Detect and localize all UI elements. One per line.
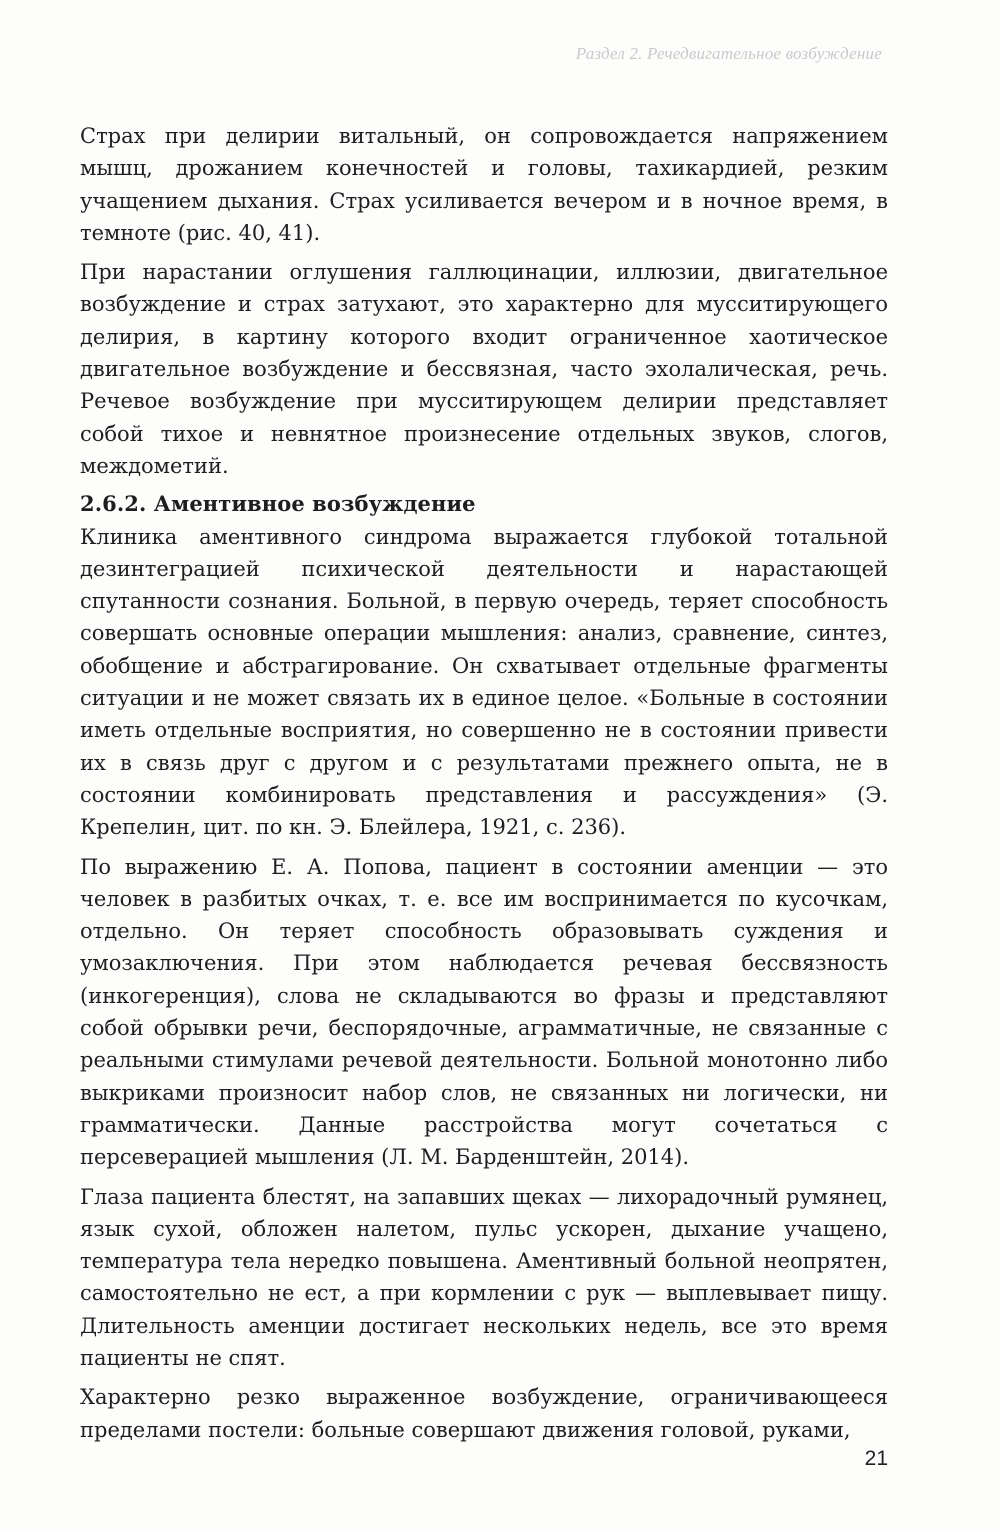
- page-number: 21: [864, 1447, 888, 1470]
- running-header: Раздел 2. Речедвигательное возбуждение: [575, 44, 882, 63]
- paragraph-amentia-clinic: Клиника аментивного синдрома выражается глубокой тотальной дезинтеграцией психической деятельности и нарастающей спутанности сознания. Больной, в первую очередь, теряет способность совершать основные операции мышления: анализ, сравнение, синтез, обобщение и абстрагирование. Он схватывает отдельные фрагменты ситуации и не может связать их в единое целое. «Больные в состоянии иметь отдельные восприятия, но совершенно не в состоянии привести их в связь друг с другом и с результатами прежнего опыта, не в состоянии комбинировать представления и рассуждения» (Э. Крепелин, цит. по кн. Э. Блейлера, 1921, с. 236).: [80, 524, 888, 840]
- paragraph-fear-delirium: Страх при делирии витальный, он сопровождается напряжением мышц, дрожанием конечностей и головы, тахикардией, резким учащением дыхания. Страх усиливается вечером и в ночное время, в темноте (рис. 40, 41).: [80, 124, 888, 245]
- paragraph-popov-quote: По выражению Е. А. Попова, пациент в состоянии аменции — это человек в разбитых очках, т. е. все им воспринимается по кусочкам, отдельно. Он теряет способность образовывать суждения и умозаключения. При этом наблюдается речевая бессвязность (инкогеренция), слова не складываются во фразы и представляют собой обрывки речи, беспорядочные, аграмматичные, не связанные с реальными стимулами речевой деятельности. Больной монотонно либо выкриками произносит набор слов, не связанных ни логически, ни грамматически. Данные расстройства могут сочетаться с персеверацией мышления (Л. М. Барденштейн, 2014).: [80, 854, 888, 1170]
- paragraph-excitation: Характерно резко выраженное возбуждение, ограничивающееся пределами постели: больные совершают движения головой, руками,: [80, 1385, 888, 1442]
- paragraph-somatic-signs: Глаза пациента блестят, на запавших щеках — лихорадочный румянец, язык сухой, обложен налетом, пульс ускорен, дыхание учащено, температура тела нередко повышена. Аментивный больной неопрятен, самостоятельно не ест, а при кормлении с рук — выплевывает пищу. Длительность аменции достигает нескольких недель, все это время пациенты не спят.: [80, 1184, 888, 1370]
- paragraph-mussitating-delirium: При нарастании оглушения галлюцинации, иллюзии, двигательное возбуждение и страх затухают, это характерно для мусситирующего делирия, в картину которого входит ограниченное хаотическое двигательное возбуждение и бессвязная, часто эхолалическая, речь. Речевое возбуждение при мусситирующем делирии представляет собой тихое и невнятное произнесение отдельных звуков, слогов, междометий.: [80, 260, 888, 478]
- page-body: [80, 120, 888, 1446]
- section-heading: 2.6.2. Аментивное возбуждение: [80, 491, 476, 517]
